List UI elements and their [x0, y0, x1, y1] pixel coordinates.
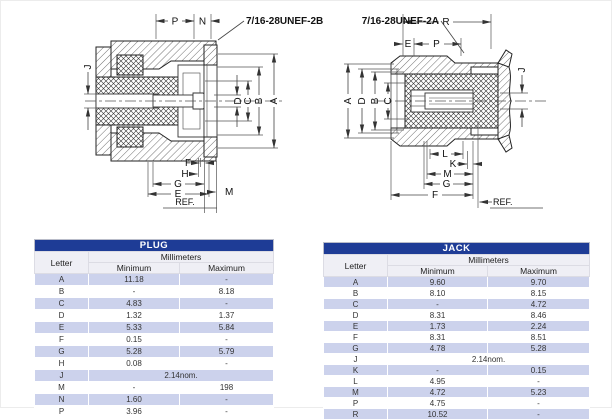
jack-dim-label-B: B — [370, 97, 381, 105]
max-cell: - — [180, 334, 274, 346]
plug-dim-label-E: E — [174, 189, 182, 200]
table-row — [35, 346, 274, 358]
table-row — [324, 376, 590, 387]
max-cell: 198 — [180, 382, 274, 394]
max-cell: 8.15 — [488, 288, 590, 299]
max-cell: - — [180, 394, 274, 406]
letter-cell: G — [35, 346, 89, 358]
min-cell: 5.33 — [89, 322, 180, 334]
letter-cell: A — [324, 277, 388, 288]
min-cell: - — [388, 365, 488, 376]
letter-cell: J — [35, 370, 89, 382]
max-cell: - — [180, 358, 274, 370]
min-cell: 3.96 — [89, 406, 180, 418]
min-cell: 9.60 — [388, 277, 488, 288]
max-cell: 8.46 — [488, 310, 590, 321]
letter-cell: F — [324, 332, 388, 343]
jack-dim-label-A: A — [343, 97, 354, 105]
max-cell: - — [488, 409, 590, 420]
letter-cell: D — [324, 310, 388, 321]
table-row — [35, 370, 274, 382]
plug-dim-label-P: P — [171, 16, 179, 28]
jack-dim-label-C: C — [383, 97, 394, 105]
min-cell: - — [89, 382, 180, 394]
letter-cell: E — [324, 321, 388, 332]
table-row — [324, 299, 590, 310]
table-row — [35, 406, 274, 418]
max-cell: 0.15 — [488, 365, 590, 376]
max-cell: 1.37 — [180, 310, 274, 322]
plug-gasket-top — [117, 55, 143, 75]
min-cell: 4.75 — [388, 398, 488, 409]
letter-cell: A — [35, 274, 89, 286]
table-row — [324, 398, 590, 409]
letter-cell: C — [35, 298, 89, 310]
max-cell: - — [180, 406, 274, 418]
jack-dim-label-P: P — [433, 39, 440, 50]
table-row — [35, 394, 274, 406]
min-cell: 4.83 — [89, 298, 180, 310]
min-cell: 1.32 — [89, 310, 180, 322]
letter-cell: B — [35, 286, 89, 298]
table-row — [324, 321, 590, 332]
jack-dim-label-G: G — [442, 179, 451, 190]
max-cell: - — [488, 398, 590, 409]
min-cell: 10.52 — [388, 409, 488, 420]
letter-cell: C — [324, 299, 388, 310]
min-cell: 4.78 — [388, 343, 488, 354]
millimeters-header: Millimeters — [89, 252, 274, 263]
letter-cell: P — [324, 398, 388, 409]
table-row — [324, 277, 590, 288]
table-row — [35, 334, 274, 346]
table-row — [35, 274, 274, 286]
table-row — [324, 343, 590, 354]
plug-face-hatch-bottom — [204, 137, 217, 157]
min-cell: 8.31 — [388, 332, 488, 343]
table-row — [35, 310, 274, 322]
nominal-value-cell: 2.14nom. — [388, 354, 590, 365]
jack-dim-label-K: K — [449, 159, 457, 170]
letter-cell: J — [324, 354, 388, 365]
millimeters-header: Millimeters — [388, 255, 590, 266]
plug-thread-spec: 7/16-28UNEF-2B — [246, 16, 324, 27]
table-row — [35, 382, 274, 394]
plug-dim-label-F: F — [184, 158, 192, 169]
max-cell: 2.24 — [488, 321, 590, 332]
max-cell: 9.70 — [488, 277, 590, 288]
jack-cross-section-drawing — [343, 14, 549, 208]
letter-column-header: Letter — [324, 255, 388, 277]
plug-dim-label-C: C — [243, 97, 254, 105]
table-row — [35, 298, 274, 310]
max-cell: - — [180, 274, 274, 286]
jack-dim-label-D: D — [357, 97, 368, 105]
plug-dim-label-J: J — [83, 64, 94, 70]
jack-shell-bottom — [391, 128, 512, 152]
table-row — [324, 310, 590, 321]
jack-dim-label-E: E — [404, 39, 412, 50]
letter-cell: F — [35, 334, 89, 346]
table-row — [324, 332, 590, 343]
letter-column-header: Letter — [35, 252, 89, 274]
minimum-column-header: Minimum — [89, 263, 180, 274]
technical-drawings — [1, 1, 613, 235]
table-row — [324, 354, 590, 365]
plug-dimensions-table — [34, 239, 274, 418]
min-cell: 5.28 — [89, 346, 180, 358]
jack-dim-label-F: F — [431, 190, 439, 201]
plug-gasket-bottom — [117, 127, 143, 147]
max-cell: 8.18 — [180, 286, 274, 298]
jack-table-title: JACK — [324, 243, 590, 255]
jack-shell-top — [391, 50, 512, 74]
letter-cell: N — [35, 394, 89, 406]
table-row — [324, 288, 590, 299]
plug-table-title: PLUG — [35, 240, 274, 252]
min-cell: 8.10 — [388, 288, 488, 299]
min-cell: - — [388, 299, 488, 310]
table-row — [324, 387, 590, 398]
plug-ref-label: REF. — [175, 197, 195, 207]
min-cell: 0.08 — [89, 358, 180, 370]
jack-dimensions-table — [323, 242, 590, 420]
jack-dim-label-M: M — [443, 169, 452, 180]
maximum-column-header: Maximum — [488, 266, 590, 277]
plug-face-hatch-top — [204, 45, 217, 65]
letter-cell: R — [324, 409, 388, 420]
letter-cell: H — [35, 358, 89, 370]
min-cell: 0.15 — [89, 334, 180, 346]
letter-cell: K — [324, 365, 388, 376]
table-row — [35, 286, 274, 298]
letter-cell: M — [35, 382, 89, 394]
min-cell: 8.31 — [388, 310, 488, 321]
table-row — [35, 358, 274, 370]
min-cell: 4.72 — [388, 387, 488, 398]
letter-cell: P — [35, 406, 89, 418]
max-cell: 5.84 — [180, 322, 274, 334]
min-cell: - — [89, 286, 180, 298]
minimum-column-header: Minimum — [388, 266, 488, 277]
max-cell: 8.51 — [488, 332, 590, 343]
max-cell: - — [180, 298, 274, 310]
max-cell: 5.79 — [180, 346, 274, 358]
jack-dim-label-R: R — [442, 17, 450, 28]
letter-cell: M — [324, 387, 388, 398]
plug-cross-section-drawing — [83, 14, 323, 213]
max-cell: 5.28 — [488, 343, 590, 354]
table-row — [35, 322, 274, 334]
jack-thread-spec: 7/16-28UNEF-2A — [361, 16, 439, 27]
min-cell: 4.95 — [388, 376, 488, 387]
min-cell: 11.18 — [89, 274, 180, 286]
letter-cell: G — [324, 343, 388, 354]
letter-cell: D — [35, 310, 89, 322]
max-cell: 5.23 — [488, 387, 590, 398]
min-cell: 1.60 — [89, 394, 180, 406]
min-cell: 1.73 — [388, 321, 488, 332]
plug-dim-label-A: A — [269, 97, 280, 105]
letter-cell: L — [324, 376, 388, 387]
jack-ref-label: REF. — [493, 197, 513, 207]
plug-dim-label-N: N — [198, 16, 207, 28]
plug-dim-label-B: B — [254, 97, 265, 105]
letter-cell: E — [35, 322, 89, 334]
maximum-column-header: Maximum — [180, 263, 274, 274]
plug-dim-label-D: D — [233, 97, 244, 105]
max-cell: 4.72 — [488, 299, 590, 310]
letter-cell: B — [324, 288, 388, 299]
table-row — [324, 409, 590, 420]
nominal-value-cell: 2.14nom. — [89, 370, 274, 382]
jack-dim-label-J: J — [517, 67, 528, 73]
table-row — [324, 365, 590, 376]
plug-dim-label-M: M — [225, 187, 234, 198]
plug-dim-label-H: H — [181, 169, 189, 180]
plug-dim-label-G: G — [174, 179, 182, 190]
max-cell: - — [488, 376, 590, 387]
jack-dim-label-L: L — [442, 149, 448, 160]
